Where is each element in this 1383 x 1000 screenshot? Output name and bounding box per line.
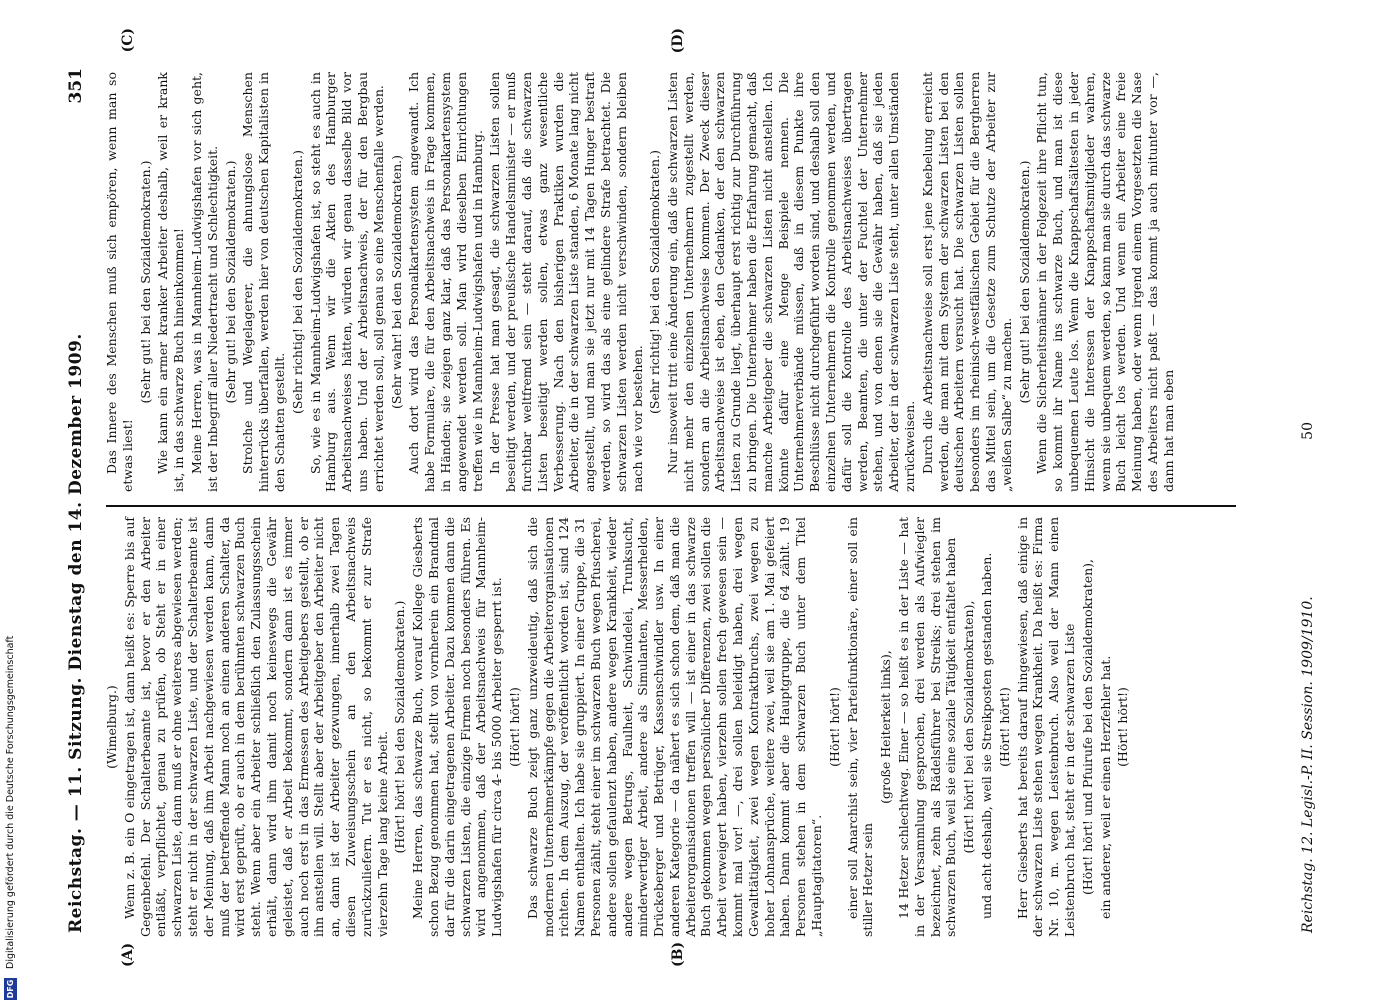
scanned-page [60,28,1330,967]
left-column [104,517,1284,937]
dfg-credit-text: Digitalisierung gefördert durch die Deutsche Forschungsgemeinschaft [5,635,16,969]
page-header [60,62,96,937]
paragraph: In der Presse hat man gesagt, die schwarzen Listen sollen beseitigt werden, und der preußische Handelsminister — er muß furchtbar weltfremd sein — steht darauf, daß die schwarzen Listen beseitigt werden sollen, etwas ganz wesentliche Verbesserung. Nach den bisherigen Praktiken wurden die Arbeiter, die in der schwarzen Liste standen, 6 Monate lang nicht angestellt, und man sie jetzt nur mit 14 Tagen Hunger bestraft werden, so wird das als eine gelindere Strafe betrachtet. Die schwarzen Listen werden nicht verschwinden, sondern bleiben nach wie vor bestehen. [487,72,645,492]
right-column [104,72,1284,492]
paragraph: Meine Herren, das schwarze Buch, worauf Kollege Giesberts schon Bezug genommen hat, stellt von vornherein ein Brandmal dar für die darin eingetragenen Arbeiter. Dazu kommen dann die schwarzen Listen, die einzige Firmen noch besonders führen. Es wird angenommen, daß der Arbeitsnachweis für Mannheim-Ludwigshafen für circa 4- bis 5000 Arbeiter gesperrt ist. [410,517,505,937]
interjection: (Hört! hört!) [996,687,1012,767]
interjection: (große Heiterkeit links), [878,650,894,804]
interjection: (Sehr gut! bei den Sozialdemokraten.) [137,160,153,404]
interjection: (Sehr gut! bei den Sozialdemokraten.) [1016,160,1032,404]
footer-sheet-number: 50 [1300,422,1316,440]
dfg-logo: DFG [6,979,15,999]
paragraph: Wie kann ein armer kranker Arbeiter deshalb, weil er krank ist, in das schwarze Buch hineinkommen! [155,72,187,492]
paragraph: Wenn z. B. ein O eingetragen ist, dann heißt es: Sperre bis auf Gegenbefehl. Der Schalterbeamte ist, bevor er den Arbeiter entläßt, verpflichtet, genau zu prüfen, ob Steht er in einer schwarzen Liste, dann muß er ohne weiteres abgewiesen werden; steht er nicht in der schwarzen Liste, und der Schalterbeamte ist der Meinung, daß ihm Arbeit nachgewiesen werden kann, dann muß der betreffende Mann noch an einen anderen Schalter, da wird erst geprüft, ob er auch in dem berühmten schwarzen Buch steht. Wenn aber ein Arbeiter schließlich den Zulassungsschein erhält, dann wird ihm damit noch keineswegs die Gewähr geleistet, daß er Arbeit bekommt, sondern dann ist es immer auch noch erst in das Ermessen des Arbeitgebers gestellt, ob er ihn anstellen will. Stellt aber der Arbeitgeber den Arbeiter nicht an, dann ist der Arbeiter gezwungen, innerhalb zwei Tagen diesen Zuweisungsschein an den Arbeitsnachweis zurückzuliefern. Tut er es nicht, so bekommt er zur Strafe vierzehn Tage lang keine Arbeit. [121,517,390,937]
interjection: (Hört! hört! und Pfuirufe bei den Sozialdemokraten), [1079,558,1095,896]
paragraph: ein anderer, weil er einen Herzfehler hat. [1097,655,1113,919]
interjection: (Sehr richtig! bei den Sozialdemokraten.) [647,150,663,414]
margin-marker-c: (C) [120,28,136,53]
paragraph: Auch dort wird das Personalkartensystem angewandt. Ich habe Formulare, die für den Arbeitsnachweis in Frage kommen, in Händen; sie zeigen ganz klar, daß das Personalkartensystem angewendet werden soll. Man wird dieselben Einrichtungen treffen wie in Mannheim-Ludwigshafen und in Hamburg. [406,72,485,492]
interjection: (Sehr richtig! bei den Sozialdemokraten.) [289,150,305,414]
dfg-credit [4,0,26,1000]
paragraph: Das schwarze Buch zeigt ganz unzweideutig, daß sich die modernen Unternehmerkämpfe gegen die Arbeiterorganisationen richten. In dem Auszug, der veröffentlicht worden ist, sind 124 Namen enthalten. Ich habe sie gruppiert. In einer Gruppe, die 31 Personen zählt, steht einer im schwarzen Buch wegen Pfuscherei, andere sollen gefaulenzt haben, andere wegen Krankheit, wieder andere wegen Betrugs, Faulheit, Schwindelei, Trunksucht, minderwertiger Arbeit, andere als Simulanten, Messerhelden, Drückeberger und Betrüger, Kassenschwindler usw. In einer anderen Kategorie — da nähert es sich schon dem, daß man die Arbeiterorganisationen treffen will — ist einer in das schwarze Buch gekommen wegen persönlicher Differenzen, zwei sollen die Arbeit verweigert haben, vierzehn sollen frech gewesen sein — kommt mal vor! —, drei sollen beleidigt haben, drei wegen Gewalttätigkeit, zwei wegen Kontraktbruchs, zwei wegen zu hoher Lohnansprüche, weitere zwei, weil sie am 1. Mai gefeiert haben. Dann kommt aber die Hauptgruppe, die 64 zählt. 19 Personen stehen in dem schwarzen Buch unter dem Titel „Hauptagitatoren“. [524,517,825,937]
running-head: Reichstag. — 11. Sitzung. Dienstag den 14. Dezember 1909. [66,333,86,933]
interjection: (Hört! hört! bei den Sozialdemokraten), [961,600,977,854]
interjection: (Hört! hört!) [826,687,842,767]
page-content [60,28,1330,967]
interjection: (Hört! hört!) [1115,687,1131,767]
paragraph: Herr Giesberts hat bereits darauf hingewiesen, daß einige in der schwarzen Liste stehen wegen Krankheit. Da heißt es: Firma Nr. 10, m. wegen Leistenbruch. Also weil der Mann einen Leistenbruch hat, steht er in der schwarzen Liste [1014,517,1078,937]
paragraph: und acht deshalb, weil sie Streikposten gestanden haben. [979,552,995,919]
margin-marker-d: (D) [670,28,686,54]
interjection: (Hört! hört!) [506,687,522,767]
paragraph: einer soll Anarchist sein, vier Parteifunktionäre, einer soll ein stiller Hetzer sein [844,517,876,937]
paragraph: Das Innere des Menschen muß sich empören, wenn man so etwas liest! [104,72,135,492]
margin-marker-a: (A) [120,942,136,967]
paragraph: Nur insoweit tritt eine Änderung ein, daß die schwarzen Listen nicht mehr den einzelnen Unternehmern zugestellt werden, sondern an die Arbeitsnachweise kommen. Der Zweck dieser Arbeitsnachweise ist eben, den Gedanken, der den schwarzen Listen zu Grunde liegt, überhaupt erst richtig zur Durchführung zu bringen. Die Unternehmer haben die Erfahrung gemacht, daß manche Arbeitgeber die schwarzen Listen nicht anstellen. Ich könnte dafür eine Menge Beispiele nennen. Die Unternehmerverbände müssen, daß in diesem Punkte ihre Beschlüsse nicht durchgeführt worden sind, und deshalb soll den einzelnen Unternehmern die Kontrolle genommen werden, und dafür soll die Kontrolle des Arbeitsnachweises übertragen werden, Beamten, die unter der Fuchtel der Unternehmer stehen, und von denen sie die Gewähr haben, daß sie jeden Arbeiter, der in der schwarzen Liste steht, unter allen Umständen zurückweisen. [665,72,918,492]
paragraph: So, wie es in Mannheim-Ludwigshafen ist, so steht es auch in Hamburg aus. Wenn wir die Akten des Hamburger Arbeitsnachweises hätten, würden wir genau dasselbe Bild vor uns haben. Und der Arbeitsnachweis, der für den Bergbau errichtet werden soll, soll genau so eine Menschenfalle werden. [307,72,386,492]
page-number: 351 [66,68,86,104]
paragraph: Wenn die Sicherheitsmänner in der Folgezeit ihre Pflicht tun, so kommt ihr Name ins schwarze Buch, und man ist diese unbequemen Leute los. Wenn die Knappschaftsältesten in jeder Hinsicht die Interessen der Knappschaftsmitglieder wahren, wenn sie unbequem werden, so kann man sie durch das schwarze Buch leicht los werden. Und wenn ein Arbeiter eine freie Meinung haben, oder wenn irgend einem Vorgesetzten die Nase des Arbeiters nicht paßt — das kommt ja auch mitunter vor —, dann hat man eben [1034,72,1176,492]
margin-marker-b: (B) [670,941,686,967]
interjection: (Hört! hört! bei den Sozialdemokraten.) [392,600,408,854]
paragraph: 14 Hetzer schlechtweg. Einer — so heißt es in der Liste — hat in der Versammlung gesprochen, drei werden als Aufwiegler bezeichnet, zehn als Rädelsführer bei Streiks; drei stehen im schwarzen Buch, weil sie eine soziale Tätigkeit entfaltet haben [896,517,959,937]
footer-citation: Reichstag. 12. Legisl.-P. II. Session. 1909/1910. [1300,596,1316,933]
paragraph: Durch die Arbeitsnachweise soll erst jene Knebelung erreicht werden, die man mit dem System der schwarzen Listen bei den deutschen Arbeitern versucht hat. Die schwarzen Listen sollen besonders im rheinisch-westfälischen Gebiet für die Bergherren das Mittel sein, um die Gesetze zum Schutze der Arbeiter zur „weißen Salbe“ zu machen. [919,72,1014,492]
column-divider [106,505,1236,507]
page-footer [1300,62,1324,937]
paragraph: Meine Herren, was in Mannheim-Ludwigshafen vor sich geht, ist der Inbegriff aller Niedertracht und Schlechtigkeit. [188,72,220,492]
paragraph: Strolche und Wegelagerer, die ahnungslose Menschen hinterrücks überfallen, werden hier von deutschen Kapitalisten in den Schatten gestellt. [240,72,287,492]
interjection: (Wimelburg.) [104,685,119,769]
interjection: (Sehr gut! bei den Sozialdemokraten.) [222,160,238,404]
interjection: (Sehr wahr! bei den Sozialdemokraten.) [388,154,404,410]
